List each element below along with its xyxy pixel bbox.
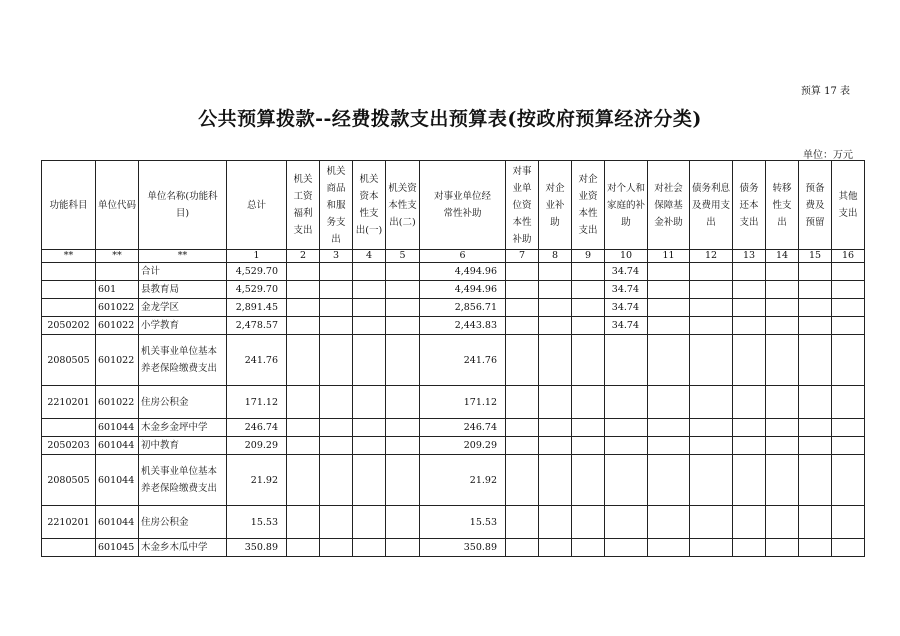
empty-cell xyxy=(287,419,320,437)
header-cell: 对社会保障基金补助 xyxy=(648,161,690,250)
header-cell: 单位代码 xyxy=(96,161,139,250)
empty-cell xyxy=(506,386,539,419)
header-cell: 对企业补助 xyxy=(539,161,572,250)
header-cell: 对事业单位资本性补助 xyxy=(506,161,539,250)
household-subsidy-cell xyxy=(605,506,648,539)
empty-cell xyxy=(353,386,386,419)
empty-cell xyxy=(539,335,572,386)
empty-cell xyxy=(539,539,572,557)
empty-cell xyxy=(353,455,386,506)
empty-cell xyxy=(766,281,799,299)
total-cell: 350.89 xyxy=(227,539,287,557)
func-code-cell xyxy=(42,419,96,437)
empty-cell xyxy=(386,335,420,386)
empty-cell xyxy=(320,299,353,317)
index-cell: 10 xyxy=(605,250,648,263)
index-cell: 15 xyxy=(799,250,832,263)
empty-cell xyxy=(648,539,690,557)
index-cell: 12 xyxy=(690,250,733,263)
empty-cell xyxy=(766,539,799,557)
unit-name-cell: 县教育局 xyxy=(139,281,227,299)
empty-cell xyxy=(353,281,386,299)
empty-cell xyxy=(386,299,420,317)
empty-cell xyxy=(287,281,320,299)
total-cell: 241.76 xyxy=(227,335,287,386)
empty-cell xyxy=(386,506,420,539)
header-cell: 机关资本性支出(一) xyxy=(353,161,386,250)
empty-cell xyxy=(572,263,605,281)
institution-subsidy-cell: 4,494.96 xyxy=(420,263,506,281)
household-subsidy-cell: 34.74 xyxy=(605,299,648,317)
empty-cell xyxy=(320,506,353,539)
empty-cell xyxy=(539,455,572,506)
empty-cell xyxy=(287,437,320,455)
unit-code-cell: 601 xyxy=(96,281,139,299)
total-cell: 4,529.70 xyxy=(227,281,287,299)
unit-name-cell: 木金乡金坪中学 xyxy=(139,419,227,437)
empty-cell xyxy=(287,299,320,317)
empty-cell xyxy=(287,335,320,386)
empty-cell xyxy=(733,386,766,419)
index-row xyxy=(42,250,865,263)
index-cell: 7 xyxy=(506,250,539,263)
header-cell: 机关商品和服务支出 xyxy=(320,161,353,250)
table-row xyxy=(42,539,865,557)
empty-cell xyxy=(287,539,320,557)
unit-label: 单位：万元 xyxy=(803,150,853,161)
empty-cell xyxy=(766,506,799,539)
empty-cell xyxy=(799,455,832,506)
unit-name-cell: 机关事业单位基本养老保险缴费支出 xyxy=(139,335,227,386)
empty-cell xyxy=(287,263,320,281)
empty-cell xyxy=(648,299,690,317)
household-subsidy-cell: 34.74 xyxy=(605,281,648,299)
unit-code-cell: 601044 xyxy=(96,506,139,539)
empty-cell xyxy=(506,335,539,386)
empty-cell xyxy=(353,335,386,386)
index-cell: 11 xyxy=(648,250,690,263)
table-row xyxy=(42,506,865,539)
empty-cell xyxy=(690,437,733,455)
empty-cell xyxy=(799,539,832,557)
household-subsidy-cell xyxy=(605,455,648,506)
header-cell: 转移性支出 xyxy=(766,161,799,250)
empty-cell xyxy=(506,263,539,281)
header-cell: 债务利息及费用支出 xyxy=(690,161,733,250)
empty-cell xyxy=(539,263,572,281)
household-subsidy-cell xyxy=(605,539,648,557)
unit-code-cell: 601044 xyxy=(96,419,139,437)
empty-cell xyxy=(353,419,386,437)
header-cell: 对企业资本性支出 xyxy=(572,161,605,250)
empty-cell xyxy=(386,317,420,335)
empty-cell xyxy=(320,281,353,299)
empty-cell xyxy=(832,263,865,281)
empty-cell xyxy=(832,386,865,419)
empty-cell xyxy=(506,437,539,455)
empty-cell xyxy=(733,335,766,386)
institution-subsidy-cell: 350.89 xyxy=(420,539,506,557)
total-cell: 4,529.70 xyxy=(227,263,287,281)
empty-cell xyxy=(690,506,733,539)
institution-subsidy-cell: 209.29 xyxy=(420,437,506,455)
empty-cell xyxy=(320,455,353,506)
empty-cell xyxy=(320,437,353,455)
empty-cell xyxy=(506,317,539,335)
total-cell: 209.29 xyxy=(227,437,287,455)
household-subsidy-cell xyxy=(605,335,648,386)
empty-cell xyxy=(832,317,865,335)
empty-cell xyxy=(766,335,799,386)
empty-cell xyxy=(799,386,832,419)
household-subsidy-cell xyxy=(605,437,648,455)
empty-cell xyxy=(572,539,605,557)
empty-cell xyxy=(648,437,690,455)
empty-cell xyxy=(506,455,539,506)
empty-cell xyxy=(766,455,799,506)
index-cell: 3 xyxy=(320,250,353,263)
empty-cell xyxy=(648,317,690,335)
empty-cell xyxy=(832,335,865,386)
header-cell: 总计 xyxy=(227,161,287,250)
func-code-cell xyxy=(42,281,96,299)
index-cell: 16 xyxy=(832,250,865,263)
unit-code-cell: 601022 xyxy=(96,335,139,386)
unit-name-cell: 机关事业单位基本养老保险缴费支出 xyxy=(139,455,227,506)
unit-name-cell: 住房公积金 xyxy=(139,386,227,419)
empty-cell xyxy=(799,281,832,299)
table-row xyxy=(42,437,865,455)
empty-cell xyxy=(799,263,832,281)
total-cell: 171.12 xyxy=(227,386,287,419)
empty-cell xyxy=(733,263,766,281)
table-row xyxy=(42,317,865,335)
empty-cell xyxy=(386,437,420,455)
empty-cell xyxy=(690,299,733,317)
empty-cell xyxy=(690,539,733,557)
institution-subsidy-cell: 2,443.83 xyxy=(420,317,506,335)
empty-cell xyxy=(832,281,865,299)
table-row xyxy=(42,455,865,506)
unit-code-cell: 601022 xyxy=(96,299,139,317)
total-cell: 2,891.45 xyxy=(227,299,287,317)
table-row xyxy=(42,335,865,386)
unit-code-cell: 601045 xyxy=(96,539,139,557)
empty-cell xyxy=(353,317,386,335)
empty-cell xyxy=(832,539,865,557)
empty-cell xyxy=(733,437,766,455)
table-row xyxy=(42,386,865,419)
institution-subsidy-cell: 241.76 xyxy=(420,335,506,386)
empty-cell xyxy=(572,317,605,335)
func-code-cell: 2050203 xyxy=(42,437,96,455)
func-code-cell xyxy=(42,299,96,317)
index-cell: 4 xyxy=(353,250,386,263)
household-subsidy-cell xyxy=(605,386,648,419)
household-subsidy-cell: 34.74 xyxy=(605,263,648,281)
unit-code-cell: 601022 xyxy=(96,317,139,335)
empty-cell xyxy=(799,299,832,317)
unit-name-cell: 初中教育 xyxy=(139,437,227,455)
table-row xyxy=(42,299,865,317)
empty-cell xyxy=(799,419,832,437)
empty-cell xyxy=(353,539,386,557)
empty-cell xyxy=(386,455,420,506)
empty-cell xyxy=(648,455,690,506)
index-cell: 8 xyxy=(539,250,572,263)
empty-cell xyxy=(386,419,420,437)
unit-name-cell: 金龙学区 xyxy=(139,299,227,317)
empty-cell xyxy=(648,506,690,539)
institution-subsidy-cell: 2,856.71 xyxy=(420,299,506,317)
empty-cell xyxy=(320,335,353,386)
empty-cell xyxy=(648,386,690,419)
empty-cell xyxy=(572,455,605,506)
func-code-cell xyxy=(42,539,96,557)
empty-cell xyxy=(766,317,799,335)
empty-cell xyxy=(572,299,605,317)
header-cell: 机关资本性支出(二) xyxy=(386,161,420,250)
empty-cell xyxy=(648,419,690,437)
empty-cell xyxy=(766,437,799,455)
empty-cell xyxy=(766,386,799,419)
empty-cell xyxy=(320,386,353,419)
func-code-cell: 2210201 xyxy=(42,386,96,419)
unit-name-cell: 合计 xyxy=(139,263,227,281)
institution-subsidy-cell: 4,494.96 xyxy=(420,281,506,299)
unit-code-cell: 601022 xyxy=(96,386,139,419)
header-row xyxy=(42,161,865,250)
empty-cell xyxy=(690,281,733,299)
empty-cell xyxy=(506,419,539,437)
header-cell: 对个人和家庭的补助 xyxy=(605,161,648,250)
empty-cell xyxy=(386,386,420,419)
empty-cell xyxy=(506,281,539,299)
empty-cell xyxy=(766,419,799,437)
index-cell: 13 xyxy=(733,250,766,263)
empty-cell xyxy=(733,506,766,539)
empty-cell xyxy=(539,281,572,299)
empty-cell xyxy=(353,506,386,539)
unit-code-cell: 601044 xyxy=(96,455,139,506)
header-cell: 功能科目 xyxy=(42,161,96,250)
empty-cell xyxy=(539,317,572,335)
empty-cell xyxy=(572,386,605,419)
index-cell: ** xyxy=(42,250,96,263)
institution-subsidy-cell: 15.53 xyxy=(420,506,506,539)
empty-cell xyxy=(572,419,605,437)
unit-code-cell: 601044 xyxy=(96,437,139,455)
household-subsidy-cell: 34.74 xyxy=(605,317,648,335)
header-cell: 债务还本支出 xyxy=(733,161,766,250)
table-row xyxy=(42,263,865,281)
table-row xyxy=(42,419,865,437)
func-code-cell: 2080505 xyxy=(42,455,96,506)
empty-cell xyxy=(690,419,733,437)
empty-cell xyxy=(832,506,865,539)
empty-cell xyxy=(353,263,386,281)
empty-cell xyxy=(539,386,572,419)
index-cell: ** xyxy=(139,250,227,263)
unit-code-cell xyxy=(96,263,139,281)
header-cell: 机关工资福利支出 xyxy=(287,161,320,250)
empty-cell xyxy=(832,437,865,455)
total-cell: 21.92 xyxy=(227,455,287,506)
total-cell: 15.53 xyxy=(227,506,287,539)
unit-name-cell: 小学教育 xyxy=(139,317,227,335)
header-cell: 对事业单位经常性补助 xyxy=(420,161,506,250)
empty-cell xyxy=(572,506,605,539)
empty-cell xyxy=(733,419,766,437)
header-cell: 单位名称(功能科目) xyxy=(139,161,227,250)
empty-cell xyxy=(287,506,320,539)
empty-cell xyxy=(386,281,420,299)
empty-cell xyxy=(832,419,865,437)
empty-cell xyxy=(506,506,539,539)
empty-cell xyxy=(320,419,353,437)
empty-cell xyxy=(539,419,572,437)
empty-cell xyxy=(353,437,386,455)
empty-cell xyxy=(648,335,690,386)
empty-cell xyxy=(799,335,832,386)
empty-cell xyxy=(832,299,865,317)
unit-name-cell: 木金乡木瓜中学 xyxy=(139,539,227,557)
empty-cell xyxy=(287,317,320,335)
empty-cell xyxy=(648,263,690,281)
empty-cell xyxy=(799,317,832,335)
empty-cell xyxy=(799,506,832,539)
empty-cell xyxy=(320,539,353,557)
empty-cell xyxy=(690,386,733,419)
empty-cell xyxy=(320,317,353,335)
empty-cell xyxy=(690,263,733,281)
empty-cell xyxy=(506,539,539,557)
func-code-cell: 2050202 xyxy=(42,317,96,335)
index-cell: 6 xyxy=(420,250,506,263)
empty-cell xyxy=(506,299,539,317)
empty-cell xyxy=(287,455,320,506)
empty-cell xyxy=(572,437,605,455)
index-cell: 14 xyxy=(766,250,799,263)
institution-subsidy-cell: 246.74 xyxy=(420,419,506,437)
empty-cell xyxy=(572,281,605,299)
empty-cell xyxy=(766,299,799,317)
header-cell: 预备费及预留 xyxy=(799,161,832,250)
total-cell: 246.74 xyxy=(227,419,287,437)
empty-cell xyxy=(539,506,572,539)
household-subsidy-cell xyxy=(605,419,648,437)
func-code-cell xyxy=(42,263,96,281)
empty-cell xyxy=(386,263,420,281)
index-cell: 9 xyxy=(572,250,605,263)
budget-table xyxy=(41,160,865,557)
document-number: 预算 17 表 xyxy=(800,86,850,97)
empty-cell xyxy=(386,539,420,557)
header-cell: 其他支出 xyxy=(832,161,865,250)
empty-cell xyxy=(799,437,832,455)
empty-cell xyxy=(690,317,733,335)
empty-cell xyxy=(690,335,733,386)
empty-cell xyxy=(690,455,733,506)
empty-cell xyxy=(733,281,766,299)
empty-cell xyxy=(320,263,353,281)
index-cell: ** xyxy=(96,250,139,263)
index-cell: 5 xyxy=(386,250,420,263)
table-row xyxy=(42,281,865,299)
institution-subsidy-cell: 21.92 xyxy=(420,455,506,506)
empty-cell xyxy=(766,263,799,281)
empty-cell xyxy=(733,317,766,335)
func-code-cell: 2080505 xyxy=(42,335,96,386)
empty-cell xyxy=(572,335,605,386)
empty-cell xyxy=(539,437,572,455)
empty-cell xyxy=(648,281,690,299)
page-title: 公共预算拨款--经费拨款支出预算表(按政府预算经济分类) xyxy=(198,108,702,130)
empty-cell xyxy=(733,539,766,557)
unit-name-cell: 住房公积金 xyxy=(139,506,227,539)
empty-cell xyxy=(539,299,572,317)
total-cell: 2,478.57 xyxy=(227,317,287,335)
func-code-cell: 2210201 xyxy=(42,506,96,539)
institution-subsidy-cell: 171.12 xyxy=(420,386,506,419)
empty-cell xyxy=(832,455,865,506)
empty-cell xyxy=(733,299,766,317)
empty-cell xyxy=(353,299,386,317)
empty-cell xyxy=(287,386,320,419)
empty-cell xyxy=(733,455,766,506)
index-cell: 2 xyxy=(287,250,320,263)
index-cell: 1 xyxy=(227,250,287,263)
